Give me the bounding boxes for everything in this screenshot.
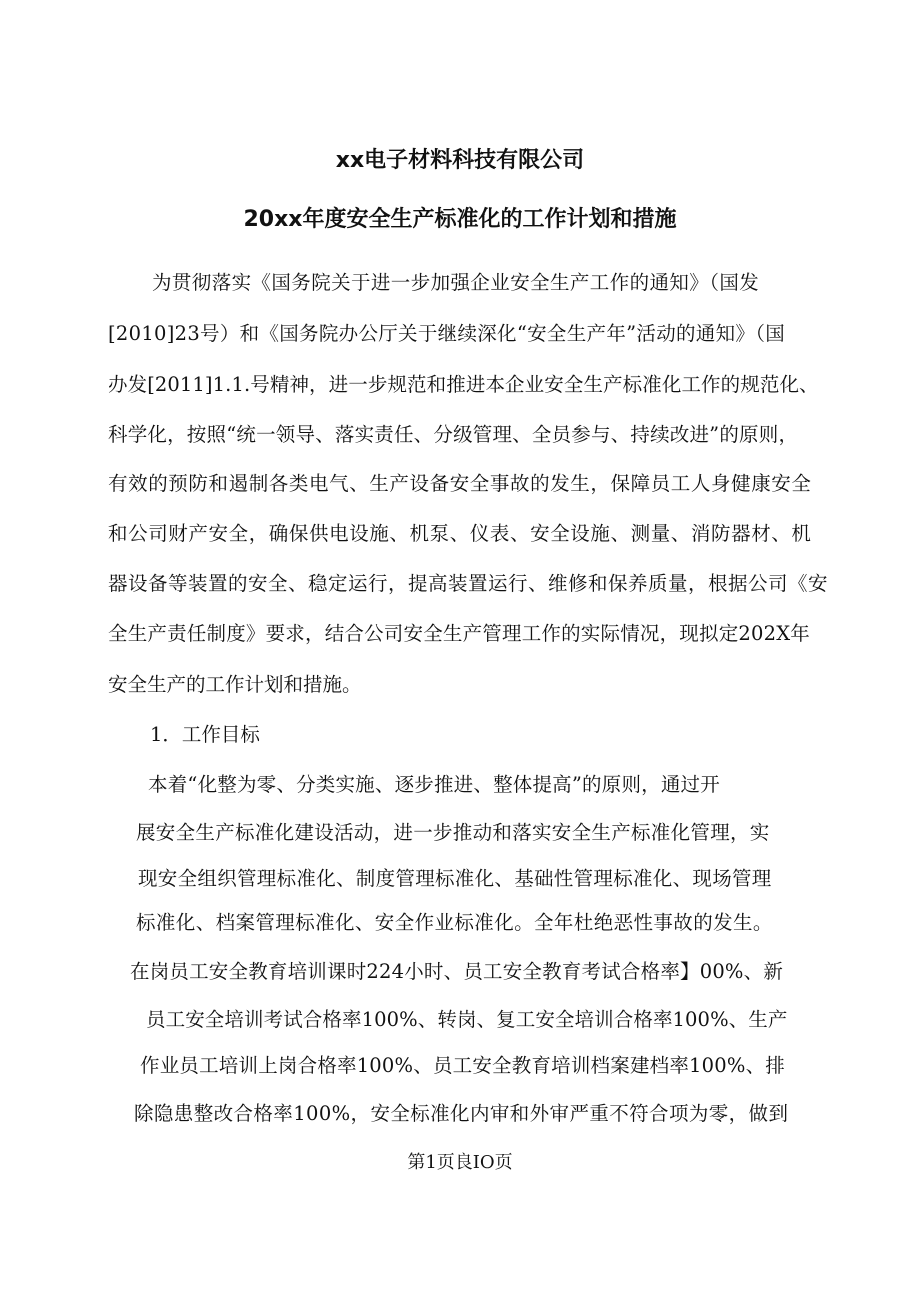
intro-line-1: 为贯彻落实《国务院关于进一步加强企业安全生产工作的通知》（国发 (152, 271, 760, 294)
intro-line-8: 全生产责任制度》要求，结合公司安全生产管理工作的实际情况，现拟定202X年 (108, 622, 811, 645)
intro-line-7: 器设备等装置的安全、稳定运行，提高装置运行、维修和保养质量，根据公司《安 (108, 572, 829, 595)
section-heading: 1．工作目标 (150, 723, 260, 746)
intro-line-4: 科学化，按照“统一领导、落实责任、分级管理、全员参与、持续改进”的原则， (108, 423, 799, 446)
goal-line-6: 员工安全培训考试合格率100%、转岗、复工安全培训合格率100%、生产 (146, 1008, 788, 1031)
goal-line-2: 展安全生产标准化建设活动，进一步推动和落实安全生产标准化管理，实 (136, 821, 770, 844)
intro-line-5: 有效的预防和遏制各类电气、生产设备安全事故的发生，保障员工人身健康安全 (108, 472, 812, 495)
plan-title: 20xx年度安全生产标准化的工作计划和措施 (243, 207, 677, 232)
page-footer: 第1页良IO页 (407, 1152, 513, 1173)
intro-line-6: 和公司财产安全，确保供电设施、机泵、仪表、安全设施、测量、消防器材、机 (108, 522, 812, 545)
goal-line-7: 作业员工培训上岗合格率100%、员工安全教育培训档案建档率100%、排 (140, 1054, 785, 1077)
company-title: xx电子材料科技有限公司 (335, 148, 585, 173)
goal-line-5: 在岗员工安全教育培训课时224小时、员工安全教育考试合格率】00%、新 (130, 960, 784, 983)
intro-line-2: [2010]23号）和《国务院办公厅关于继续深化“安全生产年”活动的通知》（国 (108, 322, 786, 345)
goal-line-3: 现安全组织管理标准化、制度管理标准化、基础性管理标准化、现场管理 (138, 867, 772, 890)
goal-line-4: 标准化、档案管理标准化、安全作业标准化。全年杜绝恶性事故的发生。 (136, 911, 773, 934)
goal-line-8: 除隐患整改合格率100%，安全标准化内审和外审严重不符合项为零，做到 (134, 1102, 789, 1125)
intro-line-9: 安全生产的工作计划和措施。 (108, 673, 362, 696)
intro-line-3: 办发[2011]1.1.号精神，进一步规范和推进本企业安全生产标准化工作的规范化、 (108, 373, 819, 396)
goal-line-1: 本着“化整为零、分类实施、逐步推进、整体提高”的原则，通过开 (148, 773, 720, 796)
